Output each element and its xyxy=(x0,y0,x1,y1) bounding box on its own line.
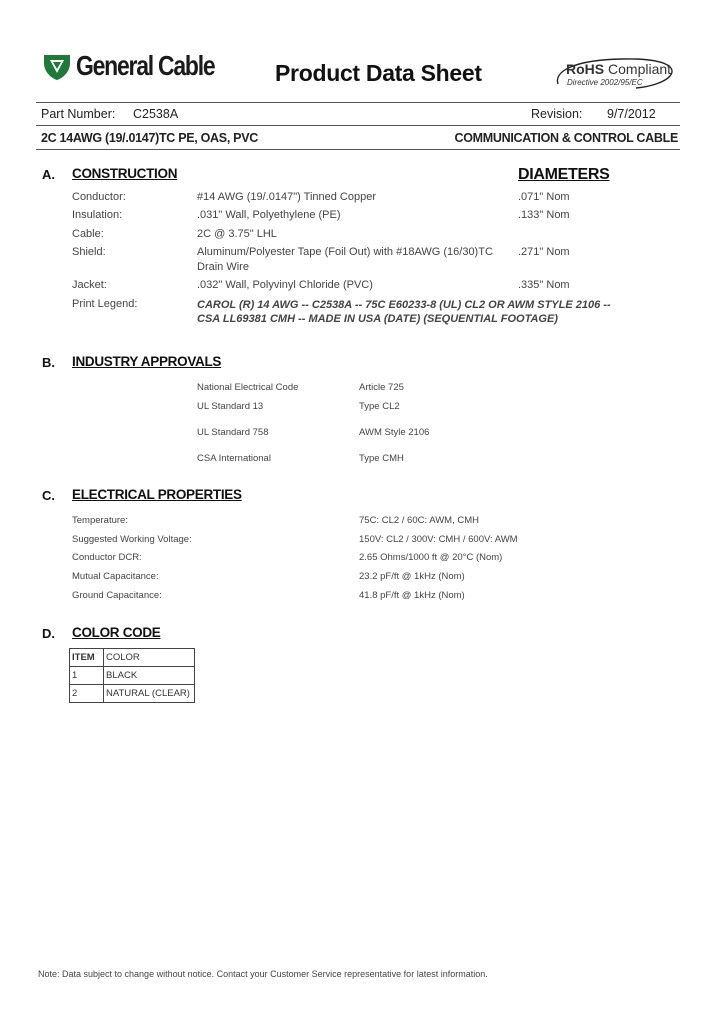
table-cell-item: 2 xyxy=(70,685,104,703)
approval-name: CSA International xyxy=(197,453,271,464)
construction-value: .032" Wall, Polyvinyl Chloride (PVC) xyxy=(197,279,373,291)
table-row xyxy=(70,667,195,685)
approval-value: Article 725 xyxy=(359,382,404,393)
diameter-value: .335" Nom xyxy=(518,279,570,291)
construction-label: Conductor: xyxy=(72,191,126,203)
electrical-value: 41.8 pF/ft @ 1kHz (Nom) xyxy=(359,590,465,601)
product-category: COMMUNICATION & CONTROL CABLE xyxy=(454,131,678,145)
construction-label: Cable: xyxy=(72,228,104,240)
part-number-label: Part Number: xyxy=(41,107,116,121)
construction-value: .031" Wall, Polyethylene (PE) xyxy=(197,209,341,221)
footer-note: Note: Data subject to change without notice. Contact your Customer Service representative for latest information. xyxy=(38,969,488,979)
diameters-title: DIAMETERS xyxy=(518,166,610,183)
color-code-table xyxy=(69,648,195,703)
table-cell-item: 1 xyxy=(70,667,104,685)
divider xyxy=(36,149,680,150)
diameter-value: .071" Nom xyxy=(518,191,570,203)
table-header-color: COLOR xyxy=(104,649,195,667)
electrical-label: Mutual Capacitance: xyxy=(72,571,159,582)
electrical-value: 150V: CL2 / 300V: CMH / 600V: AWM xyxy=(359,534,518,545)
general-cable-logo-icon xyxy=(42,51,72,81)
diameter-value: .271" Nom xyxy=(518,246,570,258)
approval-name: National Electrical Code xyxy=(197,382,299,393)
section-title-construction: CONSTRUCTION xyxy=(72,166,178,181)
construction-value: Aluminum/Polyester Tape (Foil Out) with #18AWG (16/30)TC xyxy=(197,246,493,258)
divider xyxy=(36,125,680,126)
approval-name: UL Standard 758 xyxy=(197,427,269,438)
rohs-badge xyxy=(552,54,677,92)
table-header-item: ITEM xyxy=(70,649,104,667)
table-cell-color: BLACK xyxy=(104,667,195,685)
construction-label: Jacket: xyxy=(72,279,107,291)
electrical-label: Conductor DCR: xyxy=(72,552,142,563)
approval-name: UL Standard 13 xyxy=(197,401,264,412)
revision-label: Revision: xyxy=(531,107,583,121)
section-title-color-code: COLOR CODE xyxy=(72,625,161,640)
part-number-value: C2538A xyxy=(133,107,179,121)
approval-value: AWM Style 2106 xyxy=(359,427,430,438)
print-legend-label: Print Legend: xyxy=(72,298,138,310)
product-description: 2C 14AWG (19/.0147)TC PE, OAS, PVC xyxy=(41,131,258,145)
electrical-value: 2.65 Ohms/1000 ft @ 20°C (Nom) xyxy=(359,552,503,563)
table-header-row xyxy=(70,649,195,667)
construction-label: Shield: xyxy=(72,246,106,258)
construction-value: #14 AWG (19/.0147") Tinned Copper xyxy=(197,191,376,203)
section-letter: D. xyxy=(42,626,55,641)
brand-name: General Cable xyxy=(76,50,215,81)
approval-value: Type CL2 xyxy=(359,401,400,412)
electrical-label: Suggested Working Voltage: xyxy=(72,534,192,545)
revision-value: 9/7/2012 xyxy=(607,107,656,121)
page-title: Product Data Sheet xyxy=(275,60,482,86)
table-cell-color: NATURAL (CLEAR) xyxy=(104,685,195,703)
diameter-value: .133" Nom xyxy=(518,209,570,221)
construction-label: Insulation: xyxy=(72,209,123,221)
construction-value-cont: Drain Wire xyxy=(197,261,249,273)
rohs-directive: Directive 2002/95/EC xyxy=(567,78,643,87)
print-legend-line-1: CAROL (R) 14 AWG -- C2538A -- 75C E60233-8 (UL) CL2 OR AWM STYLE 2106 -- xyxy=(197,299,611,311)
electrical-label: Temperature: xyxy=(72,515,128,526)
table-row xyxy=(70,685,195,703)
electrical-label: Ground Capacitance: xyxy=(72,590,162,601)
approval-value: Type CMH xyxy=(359,453,404,464)
section-letter: B. xyxy=(42,355,55,370)
rohs-label: RoHS Compliant xyxy=(566,61,672,77)
divider xyxy=(36,102,680,103)
electrical-value: 23.2 pF/ft @ 1kHz (Nom) xyxy=(359,571,465,582)
print-legend-line-2: CSA LL69381 CMH -- MADE IN USA (DATE) (SEQUENTIAL FOOTAGE) xyxy=(197,313,558,325)
section-letter: A. xyxy=(42,167,55,182)
section-title-electrical: ELECTRICAL PROPERTIES xyxy=(72,487,242,502)
construction-value: 2C @ 3.75" LHL xyxy=(197,228,277,240)
brand-logo xyxy=(42,50,245,82)
electrical-value: 75C: CL2 / 60C: AWM, CMH xyxy=(359,515,480,526)
section-letter: C. xyxy=(42,488,55,503)
section-title-approvals: INDUSTRY APPROVALS xyxy=(72,354,222,369)
